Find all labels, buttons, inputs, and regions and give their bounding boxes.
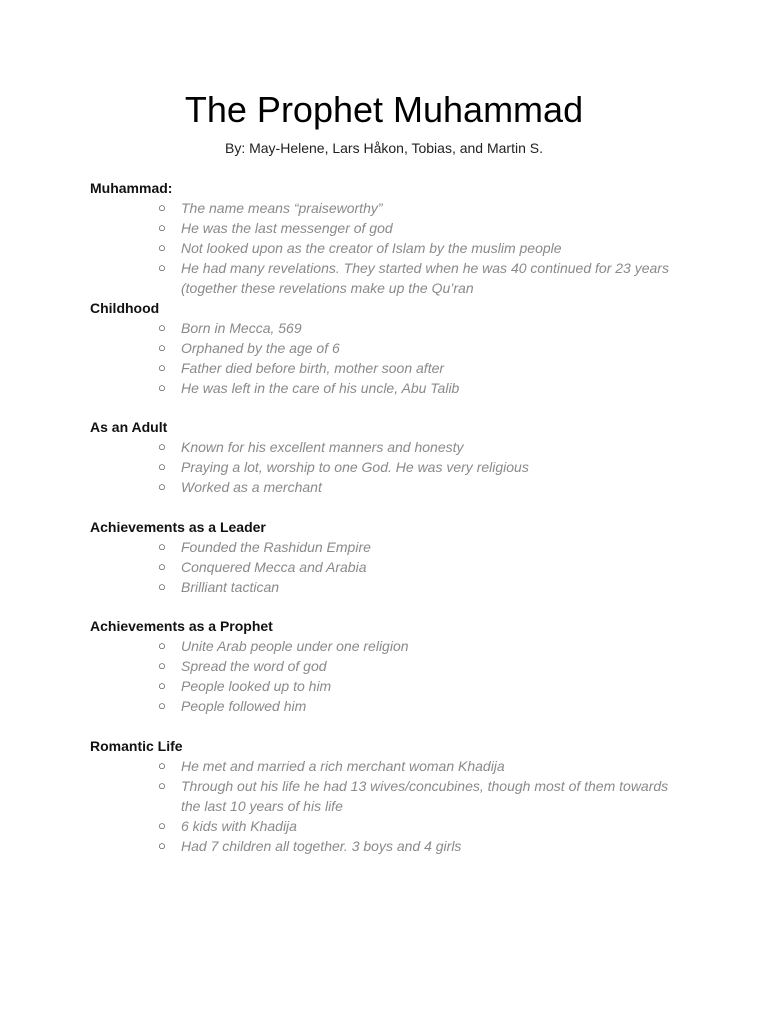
list-item	[90, 318, 681, 338]
list-item	[90, 816, 681, 836]
list-item	[90, 198, 681, 218]
bullet-circle-icon: ○	[158, 220, 166, 235]
bullet-circle-icon: ○	[158, 479, 166, 494]
list-item	[90, 776, 681, 816]
bullet-circle-icon: ○	[158, 778, 166, 793]
section-heading: As an Adult	[90, 419, 168, 435]
list-item	[90, 477, 681, 497]
bullet-list	[90, 198, 690, 298]
section-heading: Achievements as a Leader	[90, 519, 266, 535]
list-item	[90, 636, 681, 656]
list-item-text: Not looked upon as the creator of Islam by the muslim people	[181, 240, 562, 256]
list-item	[90, 378, 681, 398]
bullet-circle-icon: ○	[158, 459, 166, 474]
list-item-text: Born in Mecca, 569	[181, 320, 302, 336]
list-item-text: He met and married a rich merchant woman Khadija	[181, 758, 505, 774]
list-item-text: People followed him	[181, 698, 307, 714]
bullet-circle-icon: ○	[158, 539, 166, 554]
list-item-text: Brilliant tactican	[181, 579, 280, 595]
list-item	[90, 238, 681, 258]
list-item-text: 6 kids with Khadija	[181, 818, 297, 834]
bullet-list	[90, 437, 690, 497]
list-item-text: He was left in the care of his uncle, Abu Talib	[181, 380, 460, 396]
list-item-text: Spread the word of god	[181, 658, 327, 674]
list-item-text: He had many revelations. They started when he was 40 continued for 23 years (together these revelations make up the Qu’ran	[181, 260, 669, 296]
list-item	[90, 338, 681, 358]
list-item-text: The name means “praiseworthy”	[181, 200, 383, 216]
bullet-circle-icon: ○	[158, 260, 166, 275]
list-item	[90, 836, 681, 856]
list-item-text: Founded the Rashidun Empire	[181, 539, 371, 555]
bullet-circle-icon: ○	[158, 758, 166, 773]
bullet-circle-icon: ○	[158, 360, 166, 375]
list-item	[90, 218, 681, 238]
list-item-text: He was the last messenger of god	[181, 220, 393, 236]
list-item	[90, 696, 681, 716]
bullet-list	[90, 537, 690, 597]
bullet-circle-icon: ○	[158, 439, 166, 454]
list-item	[90, 457, 681, 477]
document-byline: By: May-Helene, Lars Håkon, Tobias, and Martin S.	[224, 140, 543, 156]
bullet-circle-icon: ○	[158, 698, 166, 713]
list-item	[90, 756, 681, 776]
bullet-list	[90, 318, 690, 398]
list-item-text: Worked as a merchant	[181, 479, 322, 495]
list-item-text: Conquered Mecca and Arabia	[181, 559, 367, 575]
list-item-text: Known for his excellent manners and honesty	[181, 439, 464, 455]
bullet-list	[90, 636, 690, 716]
list-item-text: Had 7 children all together. 3 boys and 4 girls	[181, 838, 462, 854]
bullet-list	[90, 756, 690, 856]
section-romantic-life	[90, 736, 690, 856]
bullet-circle-icon: ○	[158, 579, 166, 594]
bullet-circle-icon: ○	[158, 638, 166, 653]
bullet-circle-icon: ○	[158, 678, 166, 693]
bullet-circle-icon: ○	[158, 818, 166, 833]
list-item	[90, 557, 681, 577]
list-item-text: Unite Arab people under one religion	[181, 638, 409, 654]
bullet-circle-icon: ○	[158, 200, 166, 215]
section-heading: Childhood	[90, 300, 160, 316]
section-heading: Romantic Life	[90, 738, 183, 754]
section-as-an-adult	[90, 417, 690, 497]
list-item	[90, 437, 681, 457]
bullet-circle-icon: ○	[158, 559, 166, 574]
bullet-circle-icon: ○	[158, 380, 166, 395]
bullet-circle-icon: ○	[158, 838, 166, 853]
section-childhood	[90, 298, 690, 398]
section-muhammad	[90, 178, 690, 298]
bullet-circle-icon: ○	[158, 340, 166, 355]
bullet-circle-icon: ○	[158, 240, 166, 255]
section-achievements-prophet	[90, 616, 690, 716]
bullet-circle-icon: ○	[158, 320, 166, 335]
section-heading: Achievements as a Prophet	[90, 618, 273, 634]
list-item-text: Father died before birth, mother soon after	[181, 360, 445, 376]
list-item	[90, 258, 681, 298]
list-item	[90, 676, 681, 696]
list-item	[90, 577, 681, 597]
document-title: The Prophet Muhammad	[184, 89, 584, 130]
list-item	[90, 358, 681, 378]
list-item-text: Praying a lot, worship to one God. He was very religious	[181, 459, 529, 475]
list-item-text: Through out his life he had 13 wives/concubines, though most of them towards the last 10 years of his life	[181, 778, 669, 814]
list-item	[90, 656, 681, 676]
list-item-text: Orphaned by the age of 6	[181, 340, 340, 356]
list-item	[90, 537, 681, 557]
list-item-text: People looked up to him	[181, 678, 332, 694]
section-heading: Muhammad:	[90, 180, 173, 196]
section-achievements-leader	[90, 517, 690, 597]
bullet-circle-icon: ○	[158, 658, 166, 673]
